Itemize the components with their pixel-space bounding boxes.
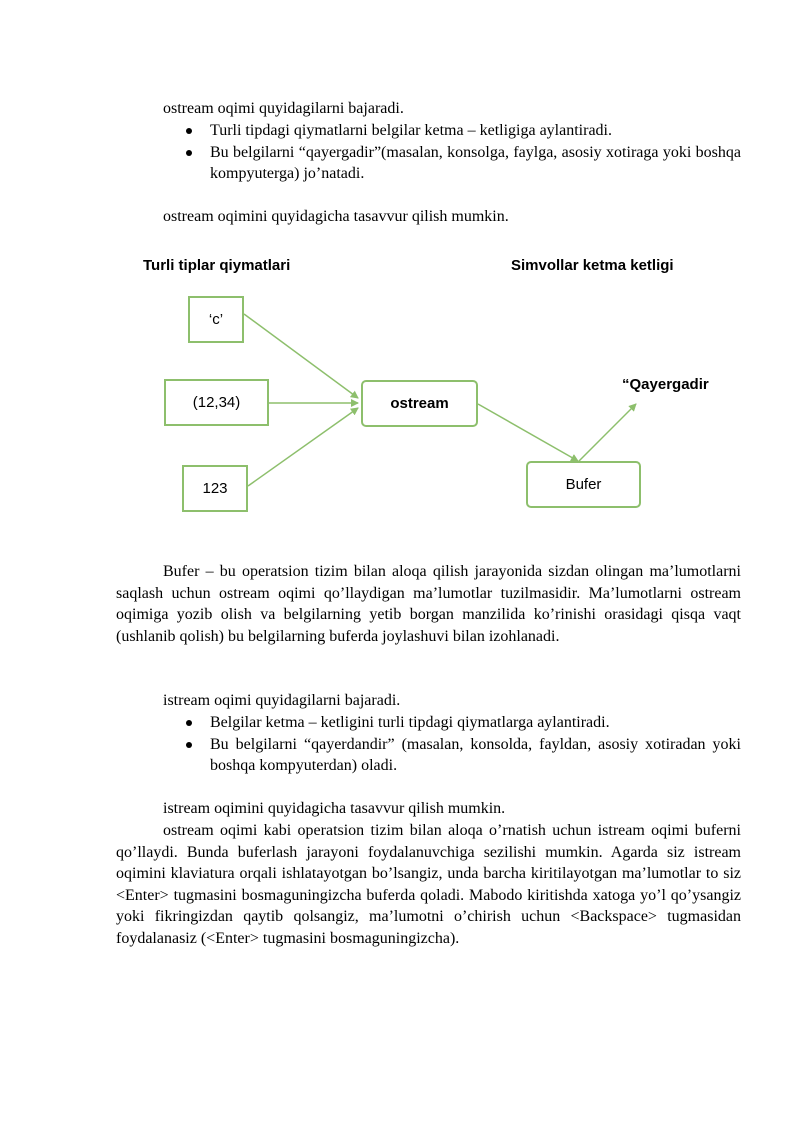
ostream-box: ostream	[361, 380, 478, 427]
list-item: Bu belgilarni “qayerdandir” (masalan, konsolda, fayldan, asosiy xotiradan yoki boshqa kompyuterdan) oladi.	[163, 734, 741, 777]
input-box-pair: (12,34)	[164, 379, 269, 426]
istream-paragraph: ostream oqimi kabi operatsion tizim bilan aloqa o’rnatish uchun istream oqimi buferni qo’llaydi. Bunda buferlash jarayoni foydalanuvchiga sezilishi mumkin. Agarda siz istream oqimini klaviatura orqali ishlatayotgan bo’lsangiz, unda barcha kiritilayotgan ma’lumotlar to siz <Enter> tugmasini bosmaguningizcha buferda qoladi. Mabodo kiritishda xatoga yo’l qo’ysangiz yoki fikringizdan qaytib qolsangiz, ma’lumotni o’chirish uchun <Backspace> tugmasidan foydalanasiz (<Enter> tugmasini bosmaguningizcha).	[116, 822, 741, 947]
arrow-ostream-to-bufer	[478, 404, 578, 461]
list-item: Turli tipdagi qiymatlarni belgilar ketma – ketligiga aylantiradi.	[163, 120, 741, 142]
bufer-paragraph: Bufer – bu operatsion tizim bilan aloqa qilish jarayonida sizdan olingan ma’lumotlarni saqlash uchun ostream oqimi qo’llaydigan ma’lumotlar tuzilmasidir. Ma’lumotlarni ostream oqimiga yozib olish va belgilarning yetib borgan manzilida ko’rinishi orasidagi qisqa vaqt (ushlanib qolish) bu belgilarning buferda joylashuvi bilan izohlanadi.	[116, 563, 741, 645]
destination-label: “Qayergadir	[622, 376, 709, 393]
list-item: Bu belgilarni “qayergadir”(masalan, konsolga, faylga, asosiy xotiraga yoki boshqa kompyuterga) jo’natadi.	[163, 142, 741, 185]
list-item: Belgilar ketma – ketligini turli tipdagi qiymatlarga aylantiradi.	[163, 712, 741, 734]
istream-conclusion: istream oqimini quyidagicha tasavvur qilish mumkin.	[163, 800, 506, 817]
arrow-bufer-to-destination	[579, 404, 636, 461]
ostream-intro: ostream oqimi quyidagilarni bajaradi.	[163, 100, 404, 117]
bufer-box: Bufer	[526, 461, 641, 508]
input-box-char: ‘c’	[188, 296, 244, 343]
istream-intro: istream oqimi quyidagilarni bajaradi.	[163, 692, 401, 709]
ostream-conclusion: ostream oqimini quyidagicha tasavvur qilish mumkin.	[163, 208, 509, 225]
diagram-left-heading: Turli tiplar qiymatlari	[143, 257, 291, 274]
istream-bullet-list	[163, 712, 741, 777]
input-box-int: 123	[182, 465, 248, 512]
diagram-right-heading: Simvollar ketma ketligi	[511, 257, 674, 274]
